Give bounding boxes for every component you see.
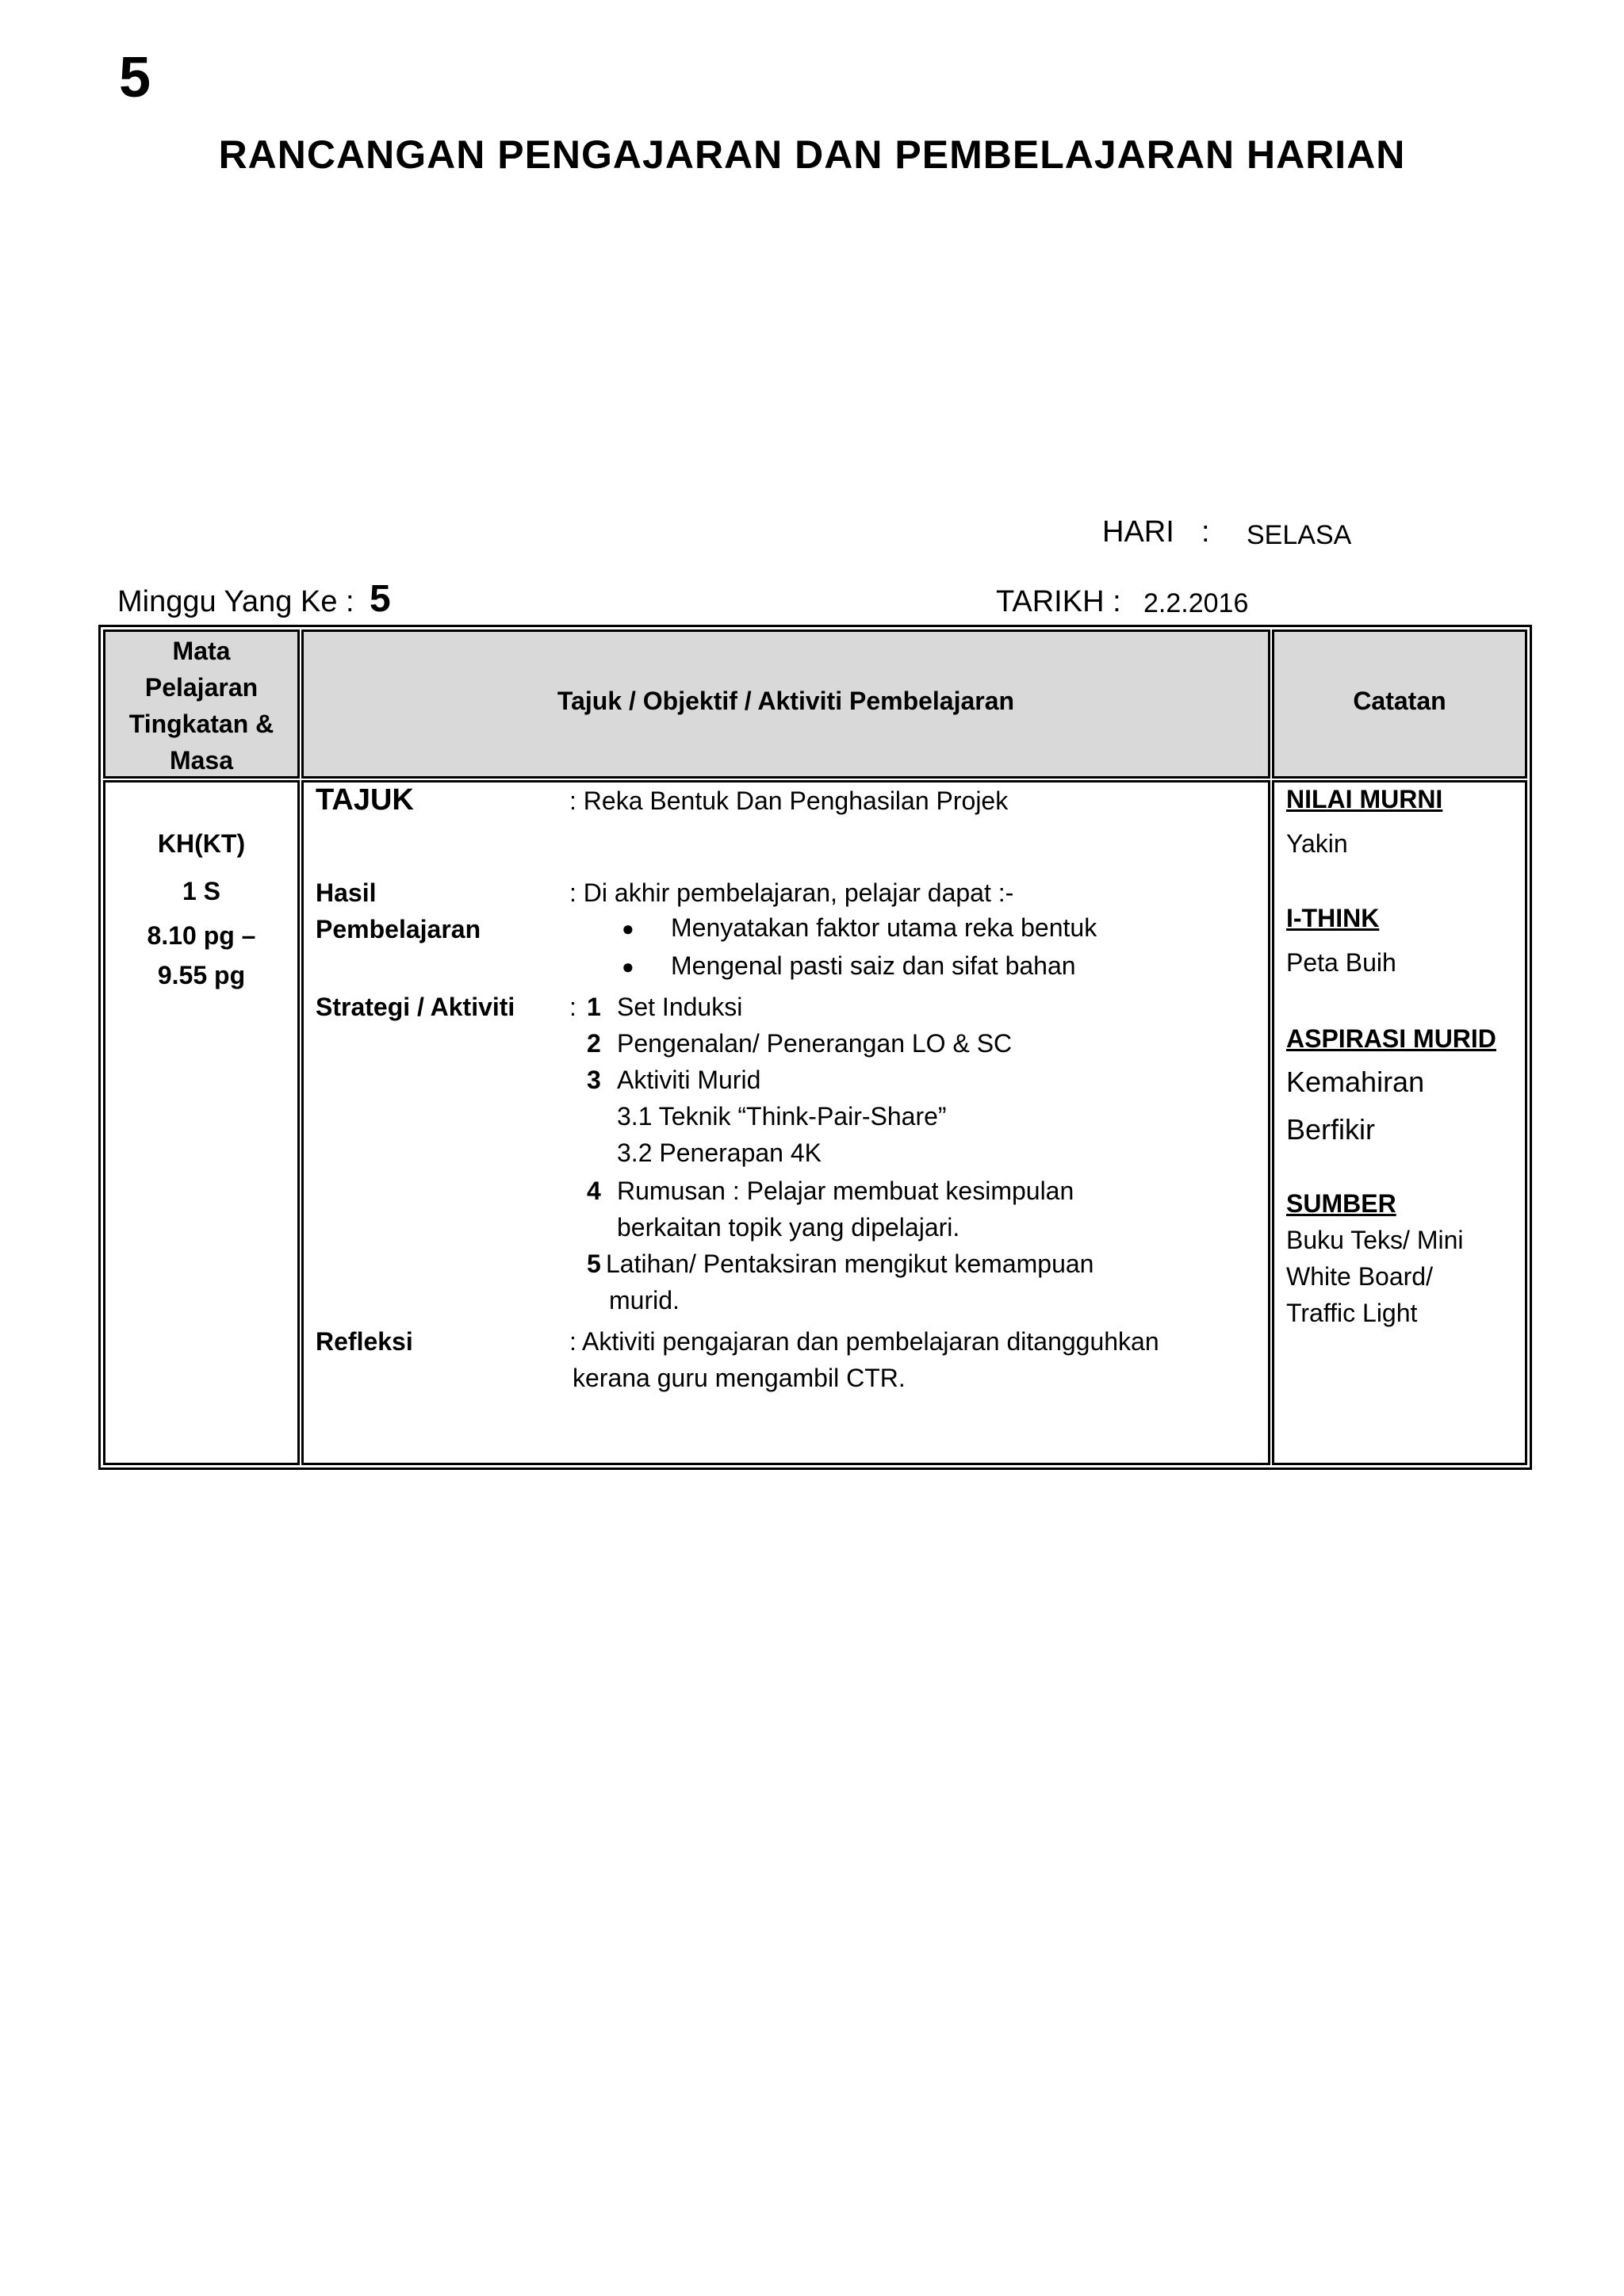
time-end: 9.55 pg xyxy=(157,961,246,989)
aspirasi-value-1: Kemahiran xyxy=(1286,1066,1425,1098)
step-number: 3 xyxy=(587,1066,601,1094)
hari-colon: : xyxy=(1201,515,1210,549)
aspirasi-value-2: Berfikir xyxy=(1286,1113,1376,1146)
minggu-value: 5 xyxy=(370,578,391,620)
page-number: 5 xyxy=(119,46,151,109)
step-text: Latihan/ Pentaksiran mengikut kemampuan xyxy=(606,1249,1094,1278)
hari-label: HARI xyxy=(1102,515,1174,549)
step-text: Set Induksi xyxy=(617,993,743,1021)
step-text: Pengenalan/ Penerangan LO & SC xyxy=(617,1029,1013,1058)
hari-value: SELASA xyxy=(1247,520,1352,550)
class-name: 1 S xyxy=(182,877,221,905)
hasil-label-2: Pembelajaran xyxy=(316,915,481,943)
sumber-value-1: Buku Teks/ Mini xyxy=(1286,1226,1464,1254)
bullet-icon: ● xyxy=(622,916,634,940)
subject-code: KH(KT) xyxy=(157,829,246,858)
tarikh-label: TARIKH : xyxy=(996,585,1121,618)
header-notes-label: Catatan xyxy=(1353,687,1446,715)
minggu-label: Minggu Yang Ke : xyxy=(117,585,354,618)
ithink-value: Peta Buih xyxy=(1286,948,1396,977)
step-continuation: murid. xyxy=(609,1286,680,1314)
tajuk-value: : Reka Bentuk Dan Penghasilan Projek xyxy=(569,786,1009,815)
strategi-colon: : xyxy=(569,993,576,1021)
step-subitem: 3.2 Penerapan 4K xyxy=(617,1138,822,1167)
hasil-label-1: Hasil xyxy=(316,878,377,907)
nilai-heading: NILAI MURNI xyxy=(1286,785,1443,813)
step-number: 4 xyxy=(587,1177,601,1205)
step-number: 1 xyxy=(587,993,601,1021)
nilai-value: Yakin xyxy=(1286,829,1348,858)
aspirasi-heading: ASPIRASI MURID xyxy=(1286,1024,1496,1053)
header-subject-label: Mata Pelajaran Tingkatan & Masa xyxy=(128,637,274,775)
step-text: Rumusan : Pelajar membuat kesimpulan xyxy=(617,1177,1074,1205)
hasil-item: Mengenal pasti saiz dan sifat bahan xyxy=(671,951,1076,980)
sumber-heading: SUMBER xyxy=(1286,1189,1396,1218)
hasil-item: Menyatakan faktor utama reka bentuk xyxy=(671,913,1097,942)
refleksi-label: Refleksi xyxy=(316,1327,413,1356)
header-topic-label: Tajuk / Objektif / Aktiviti Pembelajaran xyxy=(557,687,1015,715)
step-continuation: berkaitan topik yang dipelajari. xyxy=(617,1213,960,1242)
tajuk-label: TAJUK xyxy=(316,783,414,817)
time-start: 8.10 pg – xyxy=(147,921,256,950)
sumber-value-2: White Board/ xyxy=(1286,1262,1433,1291)
ithink-heading: I-THINK xyxy=(1286,904,1380,932)
step-text: Aktiviti Murid xyxy=(617,1066,761,1094)
bullet-icon: ● xyxy=(622,955,634,978)
refleksi-text-1: : Aktiviti pengajaran dan pembelajaran ditangguhkan xyxy=(569,1327,1159,1356)
refleksi-text-2: kerana guru mengambil CTR. xyxy=(573,1364,906,1392)
step-number: 5 xyxy=(587,1249,601,1278)
sumber-value-3: Traffic Light xyxy=(1286,1299,1418,1327)
tarikh-value: 2.2.2016 xyxy=(1143,588,1249,618)
step-number: 2 xyxy=(587,1029,601,1058)
hasil-intro: : Di akhir pembelajaran, pelajar dapat :- xyxy=(569,878,1014,907)
page-title: RANCANGAN PENGAJARAN DAN PEMBELAJARAN HARIAN xyxy=(218,132,1406,177)
strategi-label: Strategi / Aktiviti xyxy=(316,993,515,1021)
step-subitem: 3.1 Teknik “Think-Pair-Share” xyxy=(617,1102,947,1131)
